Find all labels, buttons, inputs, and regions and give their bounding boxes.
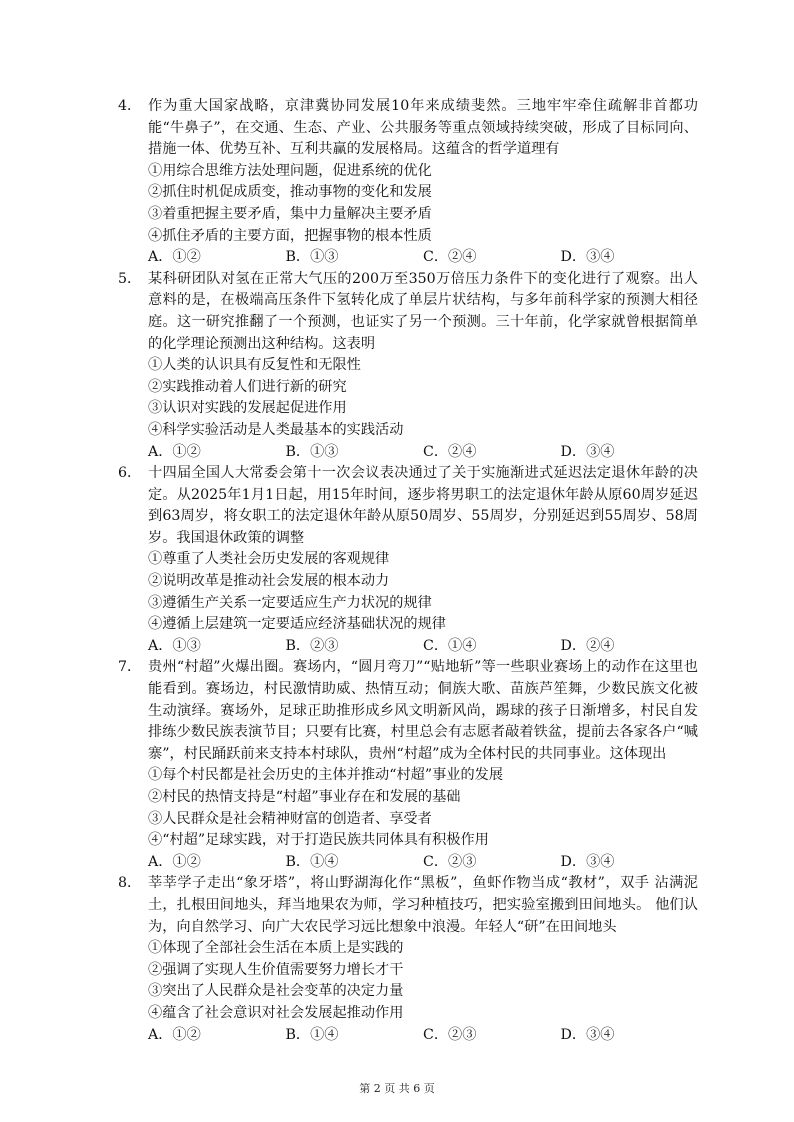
choice-d: D．②④ [560,637,615,654]
question-stem [118,96,698,161]
question-7 [118,657,698,873]
choice-d: D．③④ [560,1026,615,1043]
statement-3: ③遵循生产关系一定要适应生产力状况的规律 [148,594,432,611]
page-footer: 第 2 页 共 6 页 [359,1082,435,1095]
choice-c: C．②③ [423,853,477,870]
question-text: 莘莘学子走出“象牙塔”，将山野湖海化作“黑板”，鱼虾作物当成“教材”，双手 沾满泥土，扎根田间地头，拜当地果农为师，学习种植技巧，把实验室搬到田间地头。 他们认为，向自然学习、向广大农民学习远比想象中浪漫。年轻人“研”在田间地头 [148,875,698,935]
choice-b: B．①④ [285,1026,339,1043]
question-5 [118,269,698,463]
question-4 [118,96,698,269]
statement-1: ①体现了全部社会生活在本质上是实践的 [148,940,404,957]
answer-choices [118,1025,698,1047]
statement-4: ④科学实验活动是人类最基本的实践活动 [148,421,404,438]
statement-4: ④抓住矛盾的主要方面，把握事物的根本性质 [148,227,432,244]
question-number: 7． [118,659,142,676]
question-number: 4． [118,98,142,114]
question-text: 作为重大国家战略，京津冀协同发展10年来成绩斐然。三地牢牢牵住疏解非首都功能“牛鼻子”，在交通、生态、产业、公共服务等重点领域持续突破，形成了目标同向、措施一体、优势互补、互利共赢的发展格局。这蕴含的哲学道理有 [148,98,698,158]
statement-2: ②抓住时机促成质变，推动事物的变化和发展 [148,184,432,201]
choice-b: B．①③ [285,443,339,460]
statement-4: ④蕴含了社会意识对社会发展起推动作用 [148,1004,404,1021]
statement-1: ①用综合思维方法处理问题，促进系统的优化 [148,162,432,179]
choice-a: A．①② [148,249,201,266]
choice-c: C．①④ [423,637,477,654]
choice-a: A．①③ [148,637,201,654]
answer-choices [118,247,698,269]
choice-a: A．①② [148,443,201,460]
question-stem [118,873,698,938]
choice-d: D．③④ [560,853,615,870]
statement-4: ④“村超”足球实践，对于打造民族共同体具有积极作用 [148,832,489,849]
choice-d: D．③④ [560,249,615,266]
choice-c: C．②④ [423,443,477,460]
choice-b: B．①④ [285,853,339,870]
question-text: 贵州“村超”火爆出圈。赛场内，“圆月弯刀”“贴地斩”等一些职业赛场上的动作在这里也能看到。赛场边，村民激情助威、热情互动；侗族大歌、苗族芦笙舞，少数民族文化被生动演绎。赛场外，足球正助推形成乡风文明新风尚，踢球的孩子日渐增多，村民自发排练少数民族表演节目；只要有比赛，村里总会有志愿者敲着铁盆，提前去各家各户“喊寨”，村民踊跃前来支持本村球队，贵州“村超”成为全体村民的共同事业。这体现出 [148,659,698,762]
question-8 [118,873,698,1046]
statement-3: ③突出了人民群众是社会变革的决定力量 [148,983,404,1000]
statement-3: ③着重把握主要矛盾，集中力量解决主要矛盾 [148,205,432,222]
statement-2: ②说明改革是推动社会发展的根本动力 [148,573,390,590]
statement-1: ①人类的认识具有反复性和无限性 [148,357,361,374]
statement-3: ③认识对实践的发展起促进作用 [148,400,347,417]
question-number: 5． [118,270,142,287]
question-text: 某科研团队对氢在正常大气压的200万至350万倍压力条件下的变化进行了观察。出人意料的是，在极端高压条件下氢转化成了单层片状结构，与多年前科学家的预测大相径庭。这一研究推翻了一个预测，也证实了另一个预测。三十年前，化学家就曾根据简单的化学理论预测出这种结构。这表明 [148,270,698,352]
question-number: 8． [118,875,142,892]
choice-b: B．②③ [285,637,339,654]
choice-a: A．①② [148,1026,201,1043]
question-number: 6． [118,465,142,482]
question-list [118,96,698,1046]
choice-d: D．③④ [560,443,615,460]
statement-2: ②村民的热情支持是“村超”事业存在和发展的基础 [148,789,461,805]
question-stem [118,269,698,355]
statement-1: ①每个村民都是社会历史的主体并推动“村超”事业的发展 [148,767,504,784]
question-stem [118,463,698,549]
question-6 [118,463,698,657]
question-text: 十四届全国人大常委会第十一次会议表决通过了关于实施渐进式延迟法定退休年龄的决定。从2025年1月1日起，用15年时间，逐步将男职工的法定退休年龄从原60周岁延迟到63周岁，将女职工的法定退休年龄从原50周岁、55周岁，分别延迟到55周岁、58周岁。我国退休政策的调整 [148,465,698,546]
choice-c: C．②③ [423,1026,477,1043]
statement-4: ④遵循上层建筑一定要适应经济基础状况的规律 [148,616,446,633]
answer-choices [118,852,698,874]
statement-1: ①尊重了人类社会历史发展的客观规律 [148,551,390,568]
answer-choices [118,636,698,658]
statement-2: ②强调了实现人生价值需要努力增长才干 [148,961,404,978]
question-stem [118,657,698,765]
answer-choices [118,442,698,464]
choice-a: A．①② [148,853,201,870]
choice-b: B．①③ [285,249,339,266]
statement-2: ②实践推动着人们进行新的研究 [148,378,347,395]
choice-c: C．②④ [423,249,477,266]
statement-3: ③人民群众是社会精神财富的创造者、享受者 [148,810,432,827]
